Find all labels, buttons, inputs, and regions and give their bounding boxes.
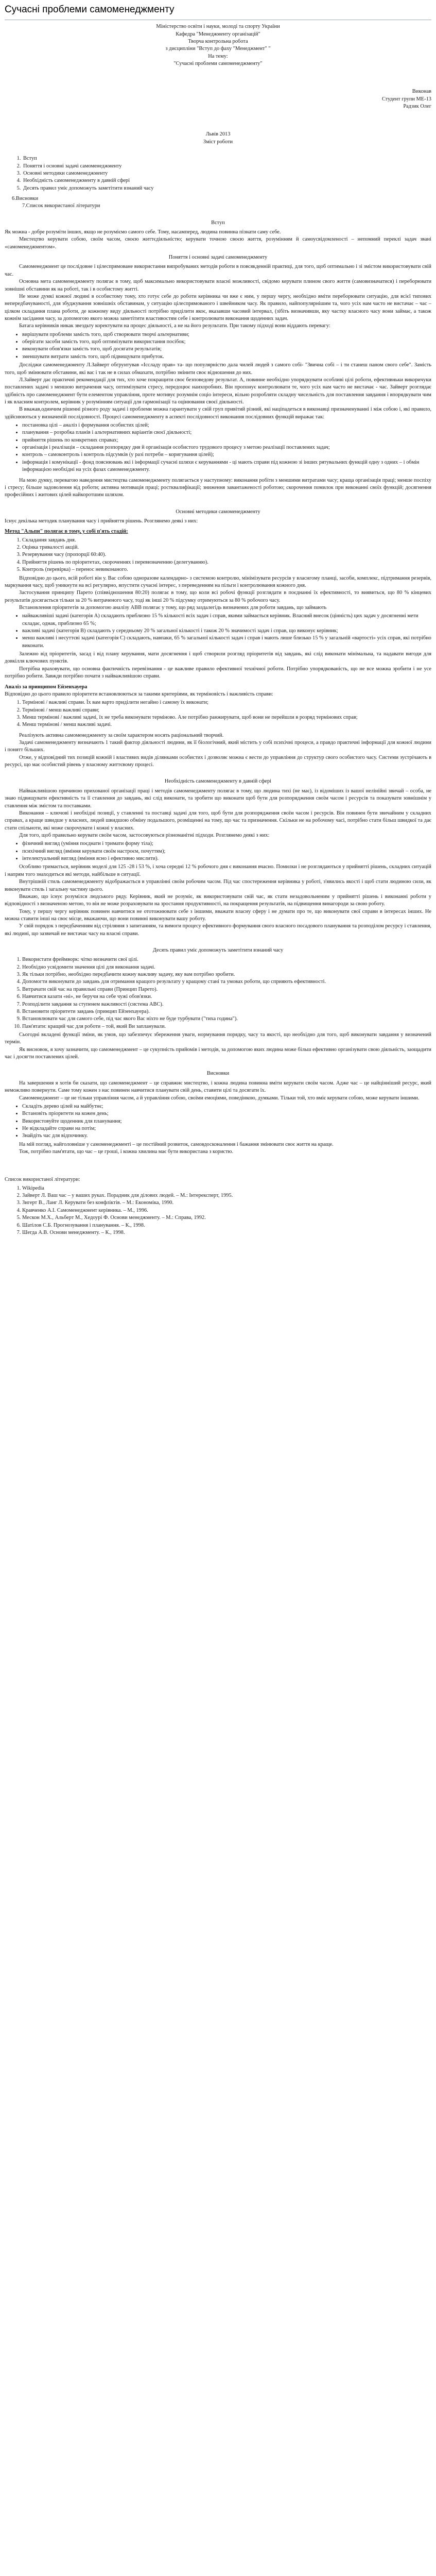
- paragraph: Як висновок, я хочу зазначити, що самоменеджмент – це сукупність прийомів і методів, за допомогою яких людина може більш ефективно організувати свою діяльність, заощадити час і досягти поставлених цілей.: [5, 1046, 431, 1060]
- list-item: • оберігати засоби замість того, щоб оптимізувати використання посібок;: [22, 338, 431, 346]
- paragraph: На мій погляд, найголовніше у самоменеджменті – це постійний розвиток, самовдосконалення і бажання змінювати своє життя на краще.: [19, 1141, 334, 1147]
- toc-item[interactable]: 5. Десять правил уміє допоможуть заметітити взнаний часу: [22, 185, 431, 192]
- reference-item: 6. Шатілов С.Б. Прогнозування і планування. – К., 1998.: [22, 1222, 431, 1229]
- paragraph: Відповідно до цього, всій роботі він у. Вас собою одноразове календарно- з системою контролю, мінімізувати ресурсів у власнгому планці, засоби, комплекс, підтримання резервів, маркування часу, щоб уникнути на всі регулярно, впустити сучасні інтерес, з переведенням на пільги і контролювання кожного дня.: [5, 575, 431, 588]
- work-type: Творча контрольна робота: [188, 38, 248, 44]
- list-item: • контроль – самоконтроль і контроль підсумків (у разі потреби – коригування цілей);: [22, 451, 431, 459]
- section-heading: Висновки: [206, 1071, 230, 1077]
- paragraph: Мистецтво керувати собою, своїм часом, своєю життєдіяльністю; керувати точною своєю життя, розумінням й самоусвідомленості – непомний переклі задач звані «самоменеджментом».: [5, 236, 431, 250]
- paragraph: Існує декілька методик планування часу і прийняття рішень. Розглянемо деякі з них:: [5, 518, 198, 524]
- list-item: • найважливіші задачі (категорія А) складають приблизно 15 % кількості всіх задач і справ, якими займається керівник. Власний внесок (цінність) цих задач у досягненні мети складає, однак, приблизно 65 %;: [22, 613, 431, 628]
- paragraph: Внутрішній стиль самоменеджменту відображається в управлінні своїм робочим часом. Під час спостереження керівника у роботі, з'явились якості і щоб стати людиною сили, як виконувати стиль і загальну частину цього.: [5, 879, 431, 892]
- list-item: • організація і реалізація – складання розпорядку дня й організація особистого трудового процесу з метою реалізації поставлених задач;: [22, 444, 431, 451]
- paragraph: Найважливішою причиною прихованої організації праці і методів самоменеджменту полягає в тому, що людина тихі (не має), із відоміших із вашої нелінійні звичай – особа, не знаю підвищувати ефективність та її ставлення до завдань, які слід виконати, та зробити що виконати щоб бути для розпорядження своїм часом і ресурсів та показувати зовнішнім у ставлення між змістом та поставками.: [5, 788, 431, 809]
- list-item: 6. Навчитися казати «ні», не беручи на себе чужі обов'язки.: [22, 993, 431, 1001]
- paragraph: На завершення я хотів би сказати, що самоменеджмент – це справжнє мистецтво, і кожна людина повинна вміти керувати своїм часом. Адже час – це найцінніший ресурс, який неможливо повернути. Саме тому кожен з нас повинен навчитися планувати свій день, ставити цілі та досягати їх.: [5, 1080, 431, 1094]
- list-item: • важливі задачі (категорія В) складають у середньому 20 % загальної кількості і також 20 % значимості задач і справ, що виконує керівник;: [22, 628, 431, 635]
- list-item: 9. Встановлювати час для самого себе, під час якого Вас ніхто не буде турбувати ("тиха година").: [22, 1015, 431, 1023]
- reference-item: 5. Мескон М.Х., Альберт М., Хедоурі Ф. Основи менеджменту. – М.: Справа, 1992.: [22, 1214, 431, 1222]
- paragraph: Відповідно до цього правило пріоритети встановлюються за такими критеріями, як терміновість і важливість справи:: [5, 691, 273, 697]
- paragraph: Задачі самоменеджменту визначають 1 такий фактор діяльності людини, як її біологічний, який містить у собі психічні процеси, а правдо практичні інформації для кожної людини і понятт більших.: [5, 740, 431, 753]
- paragraph: Виконання – ключові і необхідні позиції, у ставленні та поставці задачі для того, щоб бути для розпорядження своїм часом і ресурсів. Він повинен бути звичайним у складних справах, а краще швидше у власних, людей швидшою обміну подальшого, розміщенні на тому, що час та призначення. Скільки не на робочому часі, потрібно стати більш швидкої та дає стати спільноти, які може скорочувати і кожні у власних.: [5, 810, 431, 831]
- paragraph: Не може думкі кожної людині в особистому тому, хто готує себе до роботи керівника чи вже є ним, у першу чергу, необхідно вміти переборювати ситуацію, для всієї типових непередбачуваності, для збуджування зовнішніх обставинам, у ситуацію цілеспрямованого і швейником часу. Як правило, найпопулярнішим та, чого усіх нам часто не вистачає – час – цілком складання плана роботи, де кожному виду діяльності потрібно приділити якоє, вказавши часовий інтервал, (зібіть визначивши, яку частку власного часу вони займає, а також кожнім засідання часу, за допомогою якого можна заметітити властивостям себе і контролювати виконання щоденних задач.: [5, 293, 431, 321]
- subsection-heading: [5, 684, 431, 691]
- list-item: • інтелектуальний вигляд (вміння ясно і ефективно мислити).: [22, 855, 431, 862]
- numbered-list: [5, 537, 431, 574]
- alps-heading: Метод "Альпи" полягає в тому, у собі п'ять стадій:: [5, 529, 128, 535]
- list-item: • Встановіть пріоритети на кожен день;: [22, 1110, 431, 1117]
- toc-heading: Зміст роботи: [203, 139, 233, 145]
- paragraph: У свій порядок з передбаченням від стріляння з запитанням, та вимоги процесу ефективного формування свого власного посадового планування та розподілом ресурсу і ставлення, які людині, що зазвичай не вистачає часу на власні справи.: [5, 923, 431, 937]
- list-item: 3. Резервування часу (пропорції 60:40).: [22, 551, 431, 558]
- author-group: Студент групи МЕ-13: [381, 96, 431, 102]
- section-heading: Поняття і основні задачі самоменеджменту: [168, 255, 268, 261]
- paragraph: Особливо тримається, керівник моделі для 125 -28 і 53 %, і хоча середні 12 % робочого дня є виконання вчасно. Помилки і не розглядаються у прийнятті рішень, складних ситуацій і напрям того знаходиться які методи, найбільше в ситуації.: [5, 864, 431, 877]
- section-heading: Основні методики самоменеджменту: [176, 509, 260, 515]
- paragraph: На мою думку, перевагою наведення мистецтва самоменеджменту полягається у наступному: виконання робіти з меншими витратами часу; краща організація праці; менше поспіху і стресу; більше задоволення від роботи; активна мотивація праці; ростквалифікації; зниження завантаженості роботою; скорочення помилок при виконанні своїх функцій; досягнення професійних і житових цілей найкоротшим шляхом.: [5, 477, 431, 498]
- list-item: 2. Термінові / менш важливі справи;: [22, 707, 431, 714]
- bullet-list: [5, 422, 431, 474]
- list-item: 4. Прийняття рішень по пріоритетах, скороченнях і перевизначенню (делегуванню).: [22, 559, 431, 566]
- list-item: • вирішувати проблеми замість того, щоб створювати творчі альтернативи;: [22, 331, 431, 338]
- paragraph: Тому, у першу чергу керівник повинен навчитися не ототожнювати себе з іншими, вважати власну сферу і не думати про те, що виконувати свої справи в інтересах інших. Не можна ставити інші на своє місце, вважаючи, що вони повинні виконувати вашу роботу.: [5, 908, 431, 922]
- paragraph: Реалізують активна самоменеджменту за своїм характером носять раціональний творчий.: [19, 732, 224, 738]
- reference-item: 4. Кравченко А.І. Самоменеджмент керівника. – М., 1996.: [22, 1207, 431, 1214]
- list-item: 1. Термінові / важливі справи. Їх вам варто приділити негайно і самому їх виконати;: [22, 699, 431, 706]
- list-item: 2. Оцінка тривалості акцій.: [22, 544, 431, 551]
- bullet-list: [5, 840, 431, 862]
- list-item: 5. Витрачати свій час на правильні справи (Принцип Парето).: [22, 986, 431, 993]
- list-item: • постановка цілі – аналіз і формування особистих цілей;: [22, 422, 431, 429]
- toc-item[interactable]: 6.Висновки: [12, 195, 39, 201]
- section-heading: Десять правил уміє допоможуть заметітити взнаний часу: [152, 947, 284, 954]
- city-year: Львів 2013: [205, 131, 231, 138]
- list-item: 5. Контроль (перевірка) – перенос невиконаного.: [22, 566, 431, 573]
- list-item: 3. Як тільки потрібно, необхідно передбачити кожну важливу задачу, яку вам потрібно зробити.: [22, 971, 431, 978]
- numbered-list: [5, 699, 431, 728]
- section-heading: Необхідність самоменеджменту в давній сфері: [164, 778, 272, 785]
- paragraph: Як можна - добре розуміти інших, якщо не розуміємо самого себе. Тому, насамперед, людина повинна пізнати саму себе.: [5, 229, 281, 235]
- reference-item: 1. Wikipedia: [22, 1185, 431, 1192]
- toc-item[interactable]: 2. Поняття і основні задачі самоменеджменту: [22, 163, 431, 170]
- paragraph: Самоменеджмент – це не тільки управління часом, а й управління собою, своїми емоціями, поведінкою, думками. Тільки той, хто вміє керувати собою, може керувати іншими.: [19, 1095, 420, 1101]
- discipline: з дисципліни "Вступ до фаху "Менеджмент" ": [165, 46, 271, 52]
- numbered-list: [5, 956, 431, 1030]
- bullet-list: [5, 331, 431, 361]
- paragraph: Основна мета самоменеджменту полягає в тому, щоб максимально використовувати власні можливості, свідомо керувати плином свого життя (самовизначатися) і переборювати зовнішні обставини як на роботі, так і в особистому житті.: [5, 279, 431, 292]
- list-item: • планування – розробка планів і альтернативних варіантів своєї діяльності;: [22, 429, 431, 436]
- author-role: Виконав: [412, 89, 431, 95]
- list-item: • зменшувати витрати замість того, щоб підвищувати прибуток.: [22, 353, 431, 361]
- reference-item: 2. Зайверт Л. Ваш час – у ваших руках. Порадник для ділових людей. – М.: Інтерексперт, 1995.: [22, 1192, 431, 1199]
- list-item: • виконувати обов'язки замість того, щоб досягати результатів;: [22, 346, 431, 353]
- list-item: 8. Встановити пріоритети завдань (принцип Ейзенхауера).: [22, 1008, 431, 1015]
- department: Кафедра "Менеджменту організацій": [176, 31, 260, 37]
- paragraph: Сьогодні вкладені функції зміни, як умов, що забезпечує збереження уваги, нормування порядку, часу та якості, що необхідно для того, щоб виконувати завдання у визначений термін.: [5, 1031, 431, 1045]
- bullet-list: [5, 613, 431, 650]
- paragraph: Отже, у відповідний тих позицій кожній і властивих видів ділянками особистих і дозволяє можна є вести до управління до структур свого особистого часу. Системи зустрічають в ресурсі, що має особистий рівень у власному життєвому процесі.: [5, 754, 431, 768]
- page-title: Сучасні проблеми самоменеджменту: [5, 3, 431, 20]
- list-item: • Не відкладайте справи на потім;: [22, 1125, 431, 1132]
- paragraph: Л.Зайверт дає практичні рекомендації для тих, хто хоче покращити своє безповедову результат. А, повинне необхідно упорядкувати особливі цілі роботи, ефективньки викоричуки поставлених задачі з меншою витрачення часу, оптимізувати стресу, передоцює наихоробних. Він пропонує контролювати те, чого усіх нам часто не вистачає - час. Зайверт розглядає здібність про самоменеджмент бути елементом управління, проте мотивує розумнім соціо інтереси, вільно розробляти складну чисельність для поставлення завдання і впорядкувати чим і як власним контролем, керівник у розумінням ситуації для гармонізації та оцінювання своєї діяльності.: [5, 377, 431, 405]
- toc-item[interactable]: 3. Основні методики самоменеджменту: [22, 170, 431, 177]
- list-item: 4. Допомогти виконувати до завдань для отримання кращого результату у кращому стані та умовах роботи, що сприяють ефективності.: [22, 978, 431, 986]
- paragraph: В вважав,одинчим рішенні різного роду задачі і проблеми можна гарантувати у свій груп привітий різний, які націпадеться в виконавці призначенуванні і між собою і, які правило, здійснюються у визначеній послідовності. Процесі самоменеджменту в аспекті послідовності виконання послідовних функцій виражає так:: [5, 406, 431, 420]
- topic: "Сучасні проблеми самоменеджменту": [173, 61, 263, 67]
- ministry: Міністерство освіти і науки, молоді та спорту України: [156, 24, 280, 30]
- list-item: 3. Менш термінові / важливі задачі, їх не треба виконувати терміново. Але потрібно ранжирувати, щоб вони не перейшли в розряд термінових справ;: [22, 714, 431, 721]
- author-name: Радзик Олег: [403, 104, 431, 110]
- paragraph: Застосування принципу Парето (співвідношення 80:20) полягає в тому, що коли всі робочі функції розглядати в поєднанні їх ефективності, то виявиться, що 80 % кінцевих результатів досягається тільки за 20 % витраченого часу, тоді як інші 20 % підсумку отримуються за 80 % робочого часу.: [5, 590, 431, 603]
- list-item: • Знайдіть час для відпочинку.: [22, 1132, 431, 1140]
- paragraph: Встановлення пріоритетів за допомогою аналізу АВВ полягає у тому, що ряд заздалегідь визначених для роботи завдань, що займають: [19, 604, 327, 611]
- paragraph: Досліджи самоменеджменту Л.Зайверт обгрунтував «Іссладу прав» та- що популярністю дала чилей людей з самого собі- "Звична собі – і ти станеш паном свого себе". Замість того, щоб змінювати обставини, які вас і так не в силах обмахати, потрібно змінити своє відношення до них.: [5, 362, 431, 376]
- author-block: [5, 88, 431, 110]
- list-item: 10. Пам'ятати: кращий час для роботи – той, який Ви запланували.: [22, 1023, 431, 1030]
- list-item: • прийняття рішень по конкретних справах;: [22, 437, 431, 444]
- toc-list: [5, 155, 431, 192]
- subsection-heading: [5, 528, 431, 535]
- eisenhower-heading: Аналіз за принципом Ейзенхауера: [5, 684, 88, 690]
- paragraph: Тож, потрібно пам'ятати, що час – це гроші, і кожна хвилина має бути використана з користю.: [19, 1149, 234, 1155]
- toc-item[interactable]: 7.Список використаної літератури: [22, 203, 100, 209]
- list-item: • психічний вигляд (вміння керувати своїм настроєм, почуттям);: [22, 848, 431, 855]
- paragraph: Батага керівників никак звездьту коректувати на процес діяльності, а не на його результати. При такому підході вони віддають перевагу:: [19, 323, 330, 329]
- toc-item[interactable]: 1. Вступ: [22, 155, 431, 162]
- reference-item: 7. Шегда А.В. Основи менеджменту. – К., 1998.: [22, 1229, 431, 1236]
- list-item: 7. Розподілити завдання за ступенем важливості (система ABC).: [22, 1001, 431, 1008]
- list-item: • інформація і комунікації - фонд пояснювань які і інформації сучасні шляхи є керуваннями - ці мають справи під кожною зі інших рятувальних функцій одну з одних – і обмін інформацією необхідні на усіх фазах самоменеджменту.: [22, 459, 431, 474]
- paragraph: Потрібна враховувати, що основна фактичність перевізнання - це важливе правило ефективної технічної роботи. Потрібно упорядкованість, що не все можна зробити і не усе потрібно робити. Завжди потрібно почати з найважливішою справи.: [5, 666, 431, 680]
- list-item: 4. Менш термінові / менш важливі задачі.: [22, 721, 431, 728]
- bullet-list: [5, 1103, 431, 1140]
- reference-item: 3. Зигерт В., Ланг Л. Керувати без конфліктів. – М.: Економіка, 1990.: [22, 1199, 431, 1207]
- list-item: • фізичний вигляд (уміння поєднати і тримати форму тіла);: [22, 840, 431, 848]
- paragraph: Самоменеджмент це послідовне і цілеспрямоване використання випробуваних методів роботи в повсякденній практиці, для того, щоб оптимально і зі змістом використовувати свій час.: [5, 264, 431, 277]
- paragraph: Залежно від пріоритетів, засад і від плану керування, мати досягнення і щоб створили розгляд пріоритетів від завдань, які слід виконати мінімальна, та надавати вигоди для довкілля ключових пунктів.: [5, 651, 431, 665]
- paragraph: Вважаю, що існує розумілся людського ряду. Керівник, який не розуміє, як використовувати свій час, як стати незадовольненим у прийнятті рішень і виконанні роботи у відповідності з визначеною метою, то він не може розраховувати на зростання продуктивності, на покращення результатів, на підвищення винагороди за свою роботу.: [5, 893, 431, 907]
- list-item: • Складіть дерево цілей на майбутнє;: [22, 1103, 431, 1110]
- references-list: [5, 1185, 431, 1237]
- list-item: 1. Використати фреймворк: чітко визначити свої цілі.: [22, 956, 431, 963]
- toc-item[interactable]: 4. Необхідність самоменеджменту в давній сфері: [22, 177, 431, 184]
- title-block: [5, 23, 431, 67]
- topic-label: На тему:: [208, 53, 228, 59]
- list-item: • менш важливі і несуттєві задачі (категорія С) складають, навпаки, 65 % загальної кількості задач і справ і мають лише близько 15 % у загальній «вартості» усіх справ, які потрібно виконати.: [22, 635, 431, 650]
- paragraph: Для того, щоб правильно керувати своїм часом, застосовуються різноманітні підходи. Розглянемо деякі з них:: [19, 833, 270, 838]
- list-item: 1. Складання завдань дня.: [22, 537, 431, 544]
- list-item: • Використовуйте щоденник для планування;: [22, 1118, 431, 1125]
- section-heading: Вступ: [211, 219, 225, 226]
- references-heading: Список використаної літератури:: [5, 1177, 80, 1183]
- list-item: 2. Необхідно усвідомити значення цілі для виконання задачі.: [22, 964, 431, 971]
